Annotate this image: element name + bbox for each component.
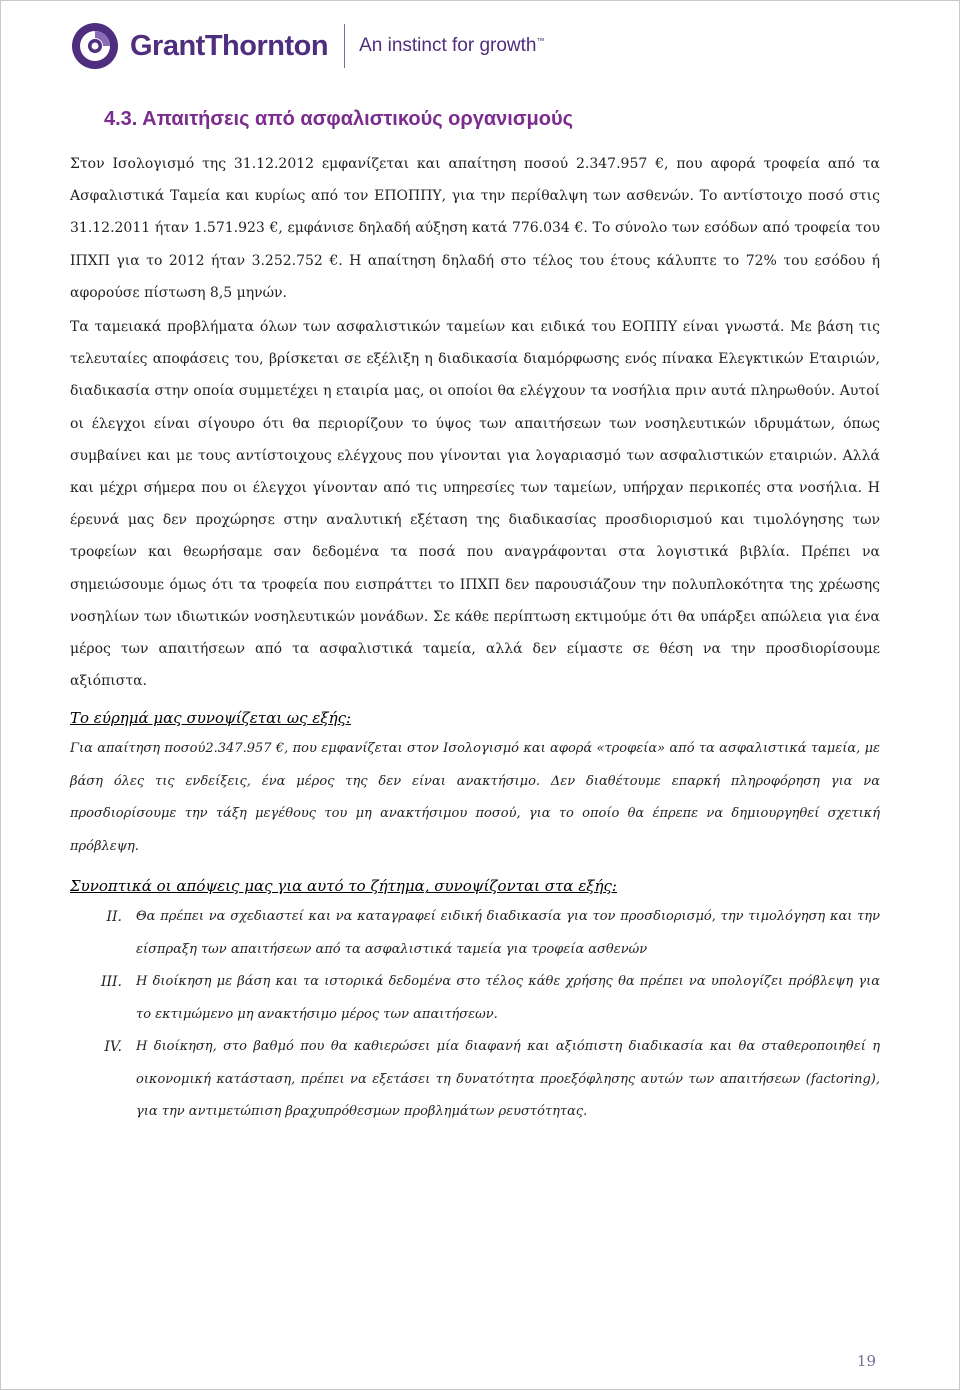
paragraph-receivables: Στον Ισολογισμό της 31.12.2012 εμφανίζεται και απαίτηση ποσού 2.347.957 €, που αφορά τροφεία από τα Ασφαλιστικά Ταμεία και κυρίως από τον ΕΠΟΠΠΥ, για την περίθαλψη των ασθενών. Το αντίστοιχο ποσό στις 31.12.2011 ήταν 1.571.923 €, εμφάνισε δηλαδή αύξηση κατά 776.034 €. Το σύνολο των εσόδων από τροφεία του ΙΠΧΠ για το 2012 ήταν 3.252.752 €. Η απαίτηση δηλαδή στο τέλος του έτους κάλυπτε το 72% του εσόδου ή αφορούσε πίστωση 8,5 μηνών. bbox=[70, 156, 880, 301]
list-item-number: III. bbox=[100, 974, 122, 991]
list-item-text: Θα πρέπει να σχεδιαστεί και να καταγραφεί ειδική διαδικασία για τον προσδιορισμό, την τιμολόγηση και την είσπραξη των απαιτήσεων από τα ασφαλιστικά ταμεία για τροφεία ασθενών bbox=[136, 909, 880, 957]
paragraph-cashflow-issues: Τα ταμειακά προβλήματα όλων των ασφαλιστικών ταμείων και ειδικά του ΕΟΠΠΥ είναι γνωστά. Με βάση τις τελευταίες αποφάσεις του, βρίσκεται σε εξέλιξη η διαδικασία διαμόρφωσης ενός πίνακα Ελεγκτικών Εταιριών, διαδικασία στην οποία συμμετέχει η εταιρία μας, οι οποίοι θα ελέγχουν τα νοσήλια πριν αυτά πληρωθούν. Αυτοί οι έλεγχοι είναι σίγουρο ότι θα περιορίζουν το ύψος των απαιτήσεων των νοσηλευτικών ιδρυμάτων, όπως συμβαίνει και με τους αντίστοιχους ελέγχους που γίνονται για λογαριασμό των ασφαλιστικών εταιριών. Αλλά και μέχρι σήμερα που οι έλεγχοι γίνονταν από τις υπηρεσίες των ταμείων, υπήρχαν περικοπές στα νοσήλια. Η έρευνά μας δεν προχώρησε στην αναλυτική εξέταση της διαδικασίας προσδιορισμού και τιμολόγησης των τροφείων και θεωρήσαμε σαν δεδομένα τα ποσά που αναγράφονται στα λογιστικά βιβλία. Πρέπει να σημειώσουμε όμως ότι τα τροφεία που εισπράττει το ΙΠΧΠ δεν παρουσιάζουν την πολυπλοκότητα της χρέωσης νοσηλίων των ιδιωτικών νοσηλευτικών μονάδων. Σε κάθε περίπτωση εκτιμούμε ότι θα υπάρξει απώλεια για ένα μέρος των απαιτήσεων από τα ασφαλιστικά ταμεία, αλλά δεν είμαστε σε θέση να την προσδιορίσουμε αξιόπιστα. bbox=[70, 319, 880, 690]
page-number: 19 bbox=[856, 1352, 876, 1370]
list-item bbox=[70, 901, 880, 966]
finding-heading: Το εύρημά μας συνοψίζεται ως εξής: bbox=[70, 709, 352, 728]
document-body bbox=[70, 148, 880, 1129]
brand-tagline: An instinct for growth™ bbox=[359, 35, 545, 56]
views-heading: Συνοπτικά οι απόψεις μας για αυτό το ζήτημα, συνοψίζονται στα εξής: bbox=[70, 877, 617, 896]
logo-divider bbox=[344, 24, 345, 68]
list-item-number: II. bbox=[106, 909, 122, 926]
list-item-text: Η διοίκηση, στο βαθμό που θα καθιερώσει μία διαφανή και αξιόπιστη διαδικασία και θα σταθεροποιηθεί η οικονομική κατάσταση, πρέπει να εξετάσει τη δυνατότητα προεξόφλησης αυτών των απαιτήσεων (factoring), για την αντιμετώπιση βραχυπρόθεσμων προβλημάτων ρευστότητας. bbox=[136, 1039, 880, 1120]
list-item-number: IV. bbox=[104, 1039, 122, 1056]
list-item-text: Η διοίκηση με βάση και τα ιστορικά δεδομένα στο τέλος κάθε χρήσης θα πρέπει να υπολογίζει πρόβλεψη για το εκτιμώμενο μη ανακτήσιμο μέρος των απαιτήσεων. bbox=[136, 974, 880, 1022]
grant-thornton-logo bbox=[70, 18, 545, 74]
section-title: 4.3. Απαιτήσεις από ασφαλιστικούς οργανισμούς bbox=[104, 108, 574, 130]
grant-thornton-swirl-icon bbox=[70, 21, 120, 71]
brand-name: GrantThornton bbox=[130, 29, 329, 62]
list-item bbox=[70, 966, 880, 1031]
views-list bbox=[70, 901, 880, 1129]
finding-text: Για απαίτηση ποσού2.347.957 €, που εμφανίζεται στον Ισολογισμό και αφορά «τροφεία» από τα ασφαλιστικά ταμεία, με βάση όλες τις ενδείξεις, ένα μέρος της δεν είναι ανακτήσιμο. Δεν διαθέτουμε επαρκή πληροφόρηση για να προσδιορίσουμε την τάξη μεγέθους του μη ανακτήσιμου ποσού, για το οποίο θα έπρεπε να δημιουργηθεί σχετική πρόβλεψη. bbox=[70, 741, 880, 854]
list-item bbox=[70, 1031, 880, 1129]
